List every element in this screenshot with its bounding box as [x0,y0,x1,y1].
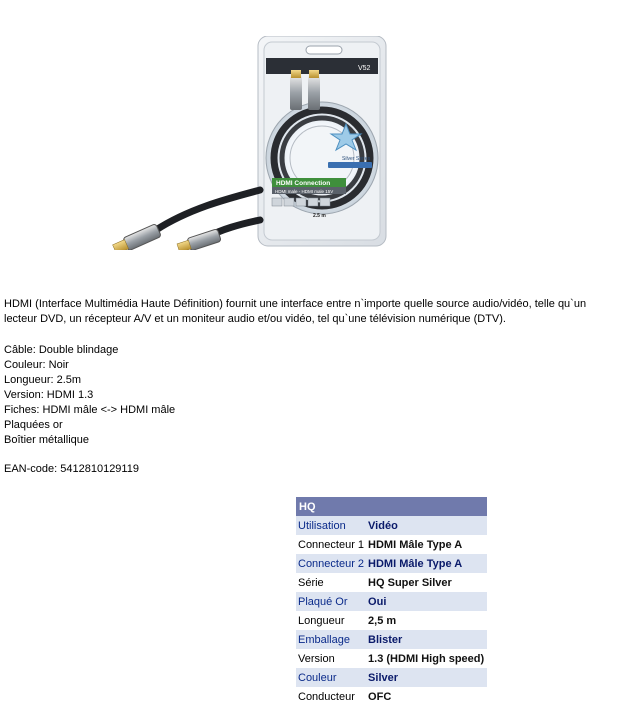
table-row [296,554,487,573]
spec-line: Fiches: HDMI mâle <-> HDMI mâle [4,404,176,416]
table-row [296,535,487,554]
table-row [296,611,487,630]
table-value: OFC [368,690,392,703]
spec-line: Câble: Double blindage [4,344,119,356]
table-key: Série [298,576,324,589]
table-row [296,630,487,649]
table-value: HQ Super Silver [368,576,452,589]
table-value: 1.3 (HDMI High speed) [368,652,485,665]
spec-list [4,343,175,448]
table-row [296,649,487,668]
table-key: Utilisation [296,516,366,535]
spec-line: Version: HDMI 1.3 [4,389,94,401]
package-series: Silver Series [342,156,371,162]
table-value: Blister [366,630,487,649]
table-key: Plaqué Or [296,592,366,611]
package-length: 2.5 m [313,213,326,219]
package-label: HDMI Connection [276,180,331,187]
table-value: HDMI Mâle Type A [366,554,487,573]
table-key: Connecteur 2 [296,554,366,573]
table-row [296,516,487,535]
table-key: Couleur [296,668,366,687]
spec-table [296,497,487,706]
table-row [296,668,487,687]
table-value: Oui [366,592,487,611]
table-key: Version [298,652,335,665]
table-row [296,592,487,611]
spec-line: Plaquées or [4,419,63,431]
table-row [296,687,487,706]
spec-line: Boîtier métallique [4,434,89,446]
table-row [296,573,487,592]
product-image [110,36,390,250]
table-value: Silver [366,668,487,687]
table-value: HDMI Mâle Type A [368,538,463,551]
spec-line: Couleur: Noir [4,359,69,371]
description-text: HDMI (Interface Multimédia Haute Définition) fournit une interface entre n`importe quelle source audio/vidéo, telle qu`un lecteur DVD, un récepteur A/V et un moniteur audio et/ou vidéo, tel qu`une télévision numérique (DTV). [4,298,587,325]
table-key: Emballage [296,630,366,649]
spec-line: Longueur: 2.5m [4,374,82,386]
table-header: HQ [296,497,487,516]
table-key: Connecteur 1 [298,538,365,551]
table-key: Conducteur [298,690,355,703]
ean-code: EAN-code: 5412810129119 [4,463,139,475]
package-tag: V52 [358,65,371,72]
table-header-row [296,497,487,516]
package-sublabel: HDMI male - HDMI male 15V [275,189,334,194]
table-value: Vidéo [366,516,487,535]
table-value: 2,5 m [368,614,397,627]
table-key: Longueur [298,614,345,627]
product-description [4,297,614,327]
